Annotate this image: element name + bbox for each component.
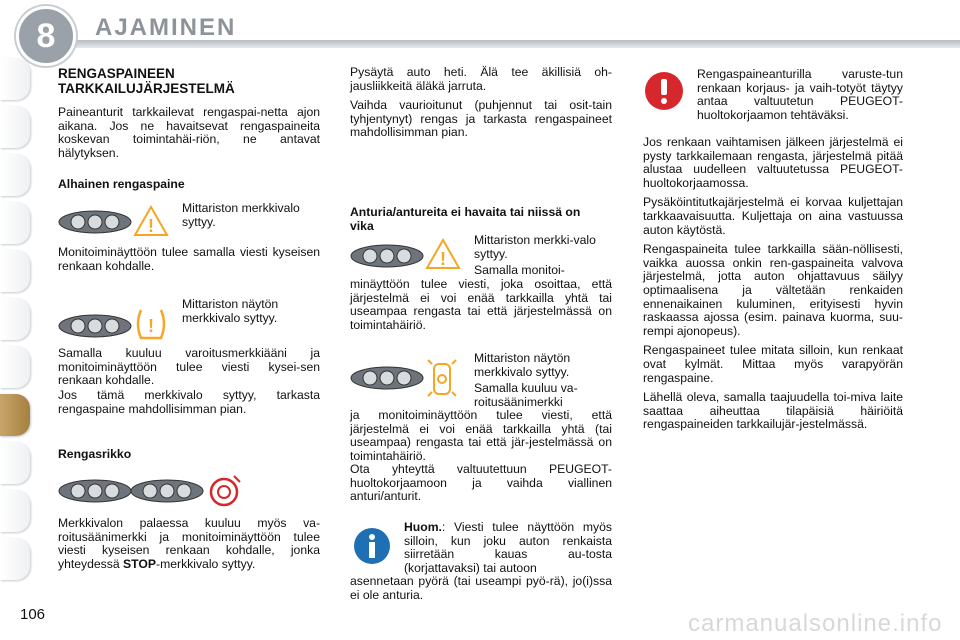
chapter-badge (16, 6, 76, 66)
chapter-tab[interactable] (0, 58, 30, 100)
page-header (0, 0, 960, 55)
column-1 (58, 66, 320, 192)
chapter-tabs (0, 58, 34, 586)
note-text-b: asennetaan pyörä (tai useampi pyö-rä), jo(i)ssa ei ole anturia. (350, 574, 612, 602)
chapter-tab[interactable] (0, 202, 30, 244)
check-text: Rengaspaineita tulee tarkkailla sään-nöllisesti, vaikka auossa onkin ren-gaspaineita valvova järjestelmä, jotta auton ohjattavuus säilyy optimaalisena ja vältetään renkaiden ennenaikainen kuluminen, erityisesti hyvin raskaassa ajossa (esim. painava kuorma, suu-rempi ajonopeus). (643, 242, 903, 338)
alert-icon (643, 70, 685, 112)
chapter-tab-active[interactable] (0, 394, 30, 436)
chapter-tab[interactable] (0, 250, 30, 292)
sensor-text1a: Samalla monitoi- (474, 263, 565, 277)
puncture-title: Rengasrikko (58, 447, 132, 461)
sensor-text2b: ja monitoiminäyttöön tulee viesti, että järjestelmä ei voi enää tarkkailla yhtä (tai useampaa) rengasta tai että jär-jestelmässä on toimintahäiriö. (350, 408, 612, 463)
stop-label: STOP (123, 556, 157, 571)
flat-tire-warning-icon (206, 472, 246, 508)
low-text2: Samalla kuuluu varoitusmerkkiääni ja monitoiminäyttöön tulee viesti kysei-sen renkaan kohdalle. (58, 346, 320, 388)
puncture-text-b: -merkkivalo syttyy. (156, 556, 256, 571)
instrument-cluster-icon (130, 479, 205, 503)
puncture-text-a: Merkkivalon palaessa kuuluu myös va-roitusäänimerkki ja monitoiminäyttöön tulee viesti kyseisen renkaan kohdalle, jonka yhteydessä (58, 516, 320, 571)
low-item2-text: Mittariston näytön merkkivalo syttyy. (182, 297, 279, 325)
chapter-tab[interactable] (0, 106, 30, 148)
note-text-a (404, 521, 612, 575)
tire-sensor-fault-icon (422, 356, 462, 400)
puncture-text (58, 517, 320, 571)
tire-pressure-warning-icon (133, 306, 169, 342)
column-3 (643, 136, 903, 438)
chapter-tab[interactable] (0, 346, 30, 388)
sensor-text1b: minäyttöön tulee viesti, joka osoittaa, että järjestelmä ei voi enää tarkkailla yhtä tai useampaa rengasta tai että järjestelmässä on toimintahäiriö. (350, 277, 612, 332)
chapter-tab[interactable] (0, 298, 30, 340)
low-pressure-title: Alhainen rengaspaine (58, 177, 185, 192)
note-label: Huom. (404, 520, 442, 534)
svg-text:!: ! (440, 249, 446, 269)
chapter-tab[interactable] (0, 442, 30, 484)
instrument-cluster-icon (58, 210, 133, 234)
svg-text:!: ! (148, 216, 154, 236)
chapter-tab[interactable] (0, 154, 30, 196)
chapter-tab[interactable] (0, 490, 30, 532)
reset-text: Jos renkaan vaihtamisen jälkeen järjestelmä ei pysty tarkkailemaan rengasta, järjestelmä pitää alustaa uudelleen valtuutetussa PEUGEOT-huoltokorjaamossa. (643, 135, 903, 190)
sensor-title: Anturia/antureita ei havaita tai niissä on vika (350, 205, 581, 233)
page-number: 106 (20, 606, 46, 623)
sensor-item1-text: Mittariston merkki-valo syttyy. (474, 233, 596, 261)
intro-text: Paineanturit tarkkailevat rengaspai-netta ajon aikana. Jos ne havaitsevat rengaspaineita koskevan toimintahäi-riön, ne antavat hälytyksen. (58, 105, 320, 160)
section-heading: RENGASPAINEEN TARKKAILUJÄRJESTELMÄ (58, 66, 235, 96)
warning-triangle-icon (133, 205, 169, 237)
chapter-tab[interactable] (0, 538, 30, 580)
warning-triangle-icon (425, 238, 461, 270)
instrument-cluster-icon (350, 366, 425, 390)
cold-text: Rengaspaineet tulee mitata silloin, kun renkaat ovat kylmät. Mittaa myös varapyörän rengaspaine. (643, 343, 903, 385)
chapter-number: 8 (36, 16, 56, 55)
low-item1-text: Mittariston merkkivalo syttyy. (182, 201, 300, 229)
column-2 (350, 66, 612, 146)
instrument-cluster-icon (350, 244, 425, 268)
low-text3: Jos tämä merkkivalo syttyy, tarkasta rengaspaine mahdollisimman pian. (58, 388, 320, 416)
sensor-text2a: Samalla kuuluu va-roitusäänimerkki (474, 381, 578, 409)
stop-text: Pysäytä auto heti. Älä tee äkillisiä oh-jausliikkeitä äläkä jarruta. (350, 65, 612, 93)
low-text1: Monitoiminäyttöön tulee samalla viesti kyseisen renkaan kohdalle. (58, 245, 320, 273)
info-icon (352, 526, 392, 566)
watermark: carmanualsonline.info (688, 610, 943, 637)
note-body: : Viesti tulee näyttöön myös silloin, kun joku auton renkaista siirretään kauas au-tosta (korjattavaksi) tai autoon (404, 520, 612, 575)
replace-text: Vaihda vaurioitunut (puhjennut tai osit-tain tyhjentynyt) rengas ja tarkasta rengaspaineet mahdollisimman pian. (350, 98, 612, 140)
instrument-cluster-icon (58, 479, 133, 503)
sensor-item2-text: Mittariston näytön merkkivalo syttyy. (474, 351, 571, 379)
svg-text:!: ! (148, 316, 154, 336)
parking-text: Pysäköintitutkajärjestelmä ei korvaa kuljettajan tarkkaavaisuutta. Kuljettaja on aina vastuussa auton käytöstä. (643, 195, 903, 237)
sensor-text3: Ota yhteyttä valtuutettuun PEUGEOT-huoltokorjaamoon ja vaihda viallinen anturi/anturit. (350, 462, 612, 504)
warning-text: Rengaspaineanturilla varuste-tun renkaan korjaus- ja vaih-totyöt täytyy antaa valtuutetun PEUGEOT-huoltokorjaamon tehtäväksi. (697, 67, 903, 122)
interference-text: Lähellä oleva, samalla taajuudella toi-miva laite saattaa aiheuttaa tilapäisiä häiriöitä rengaspaineiden tarkkailujär-jestelmässä. (643, 390, 903, 432)
chapter-title: AJAMINEN (95, 14, 237, 41)
instrument-cluster-icon (58, 314, 133, 338)
